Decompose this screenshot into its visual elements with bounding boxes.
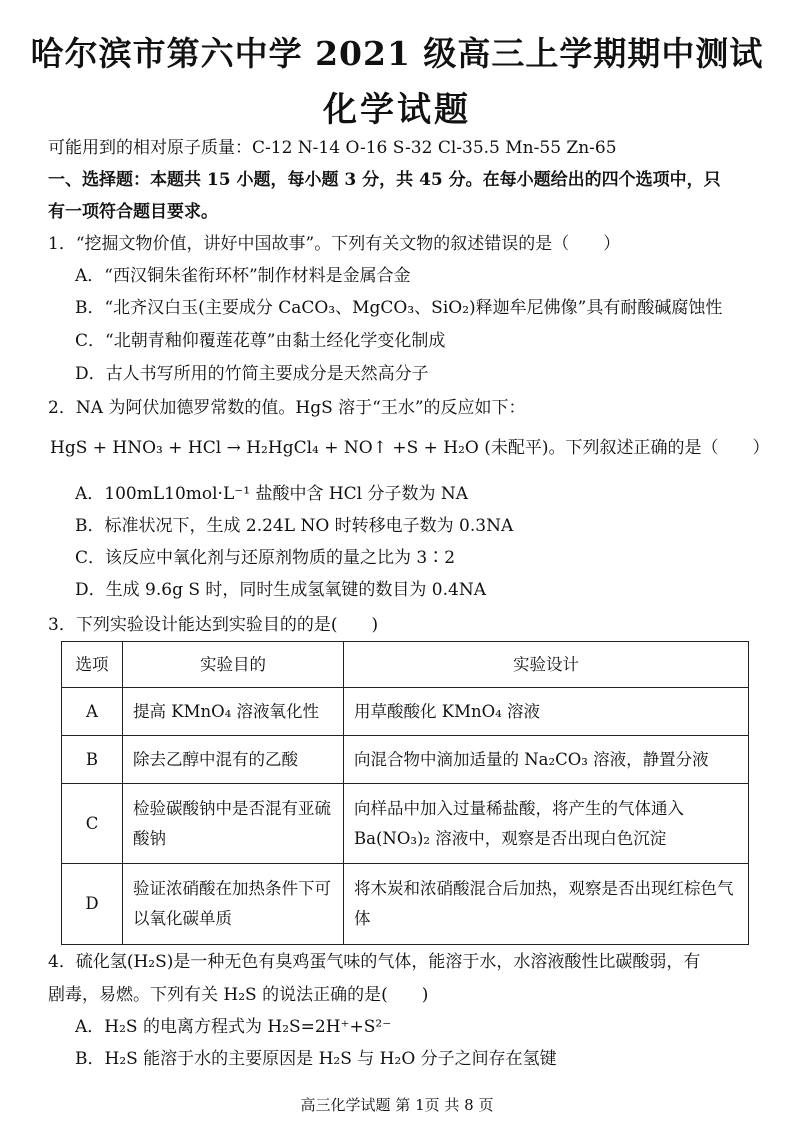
- page-footer: 高三化学试题 第 1页 共 8 页: [300, 1096, 494, 1114]
- q2-option-b: B．标准状况下，生成 2.24L NO 时转移电子数为 0.3NA: [75, 516, 514, 536]
- row-purpose: 验证浓硝酸在加热条件下可以氧化碳单质: [123, 864, 344, 945]
- q2-stem: 2．NA 为阿伏加德罗常数的值。HgS 溶于“王水”的反应如下：: [48, 398, 526, 418]
- q1-stem: 1．“挖掘文物价值，讲好中国故事”。下列有关文物的叙述错误的是（ ）: [48, 234, 621, 254]
- q4-stem: 4．硫化氢(H₂S)是一种无色有臭鸡蛋气味的气体，能溶于水，水溶液酸性比碳酸弱，有: [48, 952, 701, 972]
- q1-option-a: A．“西汉铜朱雀衔环杯”制作材料是金属合金: [75, 266, 411, 286]
- row-option: C: [62, 784, 123, 864]
- table-row: [62, 864, 749, 945]
- header-option: 选项: [62, 642, 123, 688]
- row-purpose: 除去乙醇中混有的乙酸: [123, 736, 344, 784]
- row-purpose: 提高 KMnO₄ 溶液氧化性: [123, 688, 344, 736]
- header-purpose: 实验目的: [123, 642, 344, 688]
- q1-option-c: C．“北朝青釉仰覆莲花尊”由黏土经化学变化制成: [75, 331, 446, 351]
- header-design: 实验设计: [344, 642, 749, 688]
- q1-option-d: D．古人书写所用的竹简主要成分是天然高分子: [75, 364, 429, 384]
- row-option: A: [62, 688, 123, 736]
- q3-stem: 3．下列实验设计能达到实验目的的是( ): [48, 615, 379, 635]
- row-option: D: [62, 864, 123, 945]
- q4-option-a: A．H₂S 的电离方程式为 H₂S=2H⁺+S²⁻: [75, 1017, 392, 1037]
- q2-option-d: D．生成 9.6g S 时，同时生成氢氧键的数目为 0.4NA: [75, 580, 486, 600]
- row-purpose: 检验碳酸钠中是否混有亚硫酸钠: [123, 784, 344, 864]
- row-design: 向样品中加入过量稀盐酸，将产生的气体通入 Ba(NO₃)₂ 溶液中，观察是否出现白色沉淀: [344, 784, 749, 864]
- table-header-row: [62, 642, 749, 688]
- q2-option-a: A．100mL10mol·L⁻¹ 盐酸中含 HCl 分子数为 NA: [75, 484, 469, 504]
- section-heading: 一、选择题：本题共 15 小题，每小题 3 分，共 45 分。在每小题给出的四个选项中，只: [48, 170, 721, 190]
- exam-title: 哈尔滨市第六中学 2021 级高三上学期期中测试: [30, 34, 764, 73]
- experiment-table: [61, 641, 749, 945]
- row-design: 将木炭和浓硝酸混合后加热，观察是否出现红棕色气体: [344, 864, 749, 945]
- exam-subtitle: 化学试题: [323, 90, 471, 130]
- q1-option-b: B．“北齐汉白玉(主要成分 CaCO₃、MgCO₃、SiO₂)释迦牟尼佛像”具有耐酸碱腐蚀性: [75, 298, 723, 318]
- table-row: [62, 784, 749, 864]
- table-row: [62, 688, 749, 736]
- q2-option-c: C．该反应中氧化剂与还原剂物质的量之比为 3∶2: [75, 548, 456, 568]
- section-heading-cont: 有一项符合题目要求。: [48, 202, 218, 222]
- q2-equation: HgS + HNO₃ + HCl → H₂HgCl₄ + NO↑ +S + H₂O (未配平)。下列叙述正确的是（ ）: [50, 438, 770, 458]
- row-design: 向混合物中滴加适量的 Na₂CO₃ 溶液，静置分液: [344, 736, 749, 784]
- q4-stem-cont: 剧毒，易燃。下列有关 H₂S 的说法正确的是( ): [48, 985, 429, 1005]
- row-option: B: [62, 736, 123, 784]
- row-design: 用草酸酸化 KMnO₄ 溶液: [344, 688, 749, 736]
- q4-option-b: B．H₂S 能溶于水的主要原因是 H₂S 与 H₂O 分子之间存在氢键: [75, 1049, 557, 1069]
- atomic-masses: 可能用到的相对原子质量：C-12 N-14 O-16 S-32 Cl-35.5 Mn-55 Zn-65: [48, 138, 617, 158]
- table-row: [62, 736, 749, 784]
